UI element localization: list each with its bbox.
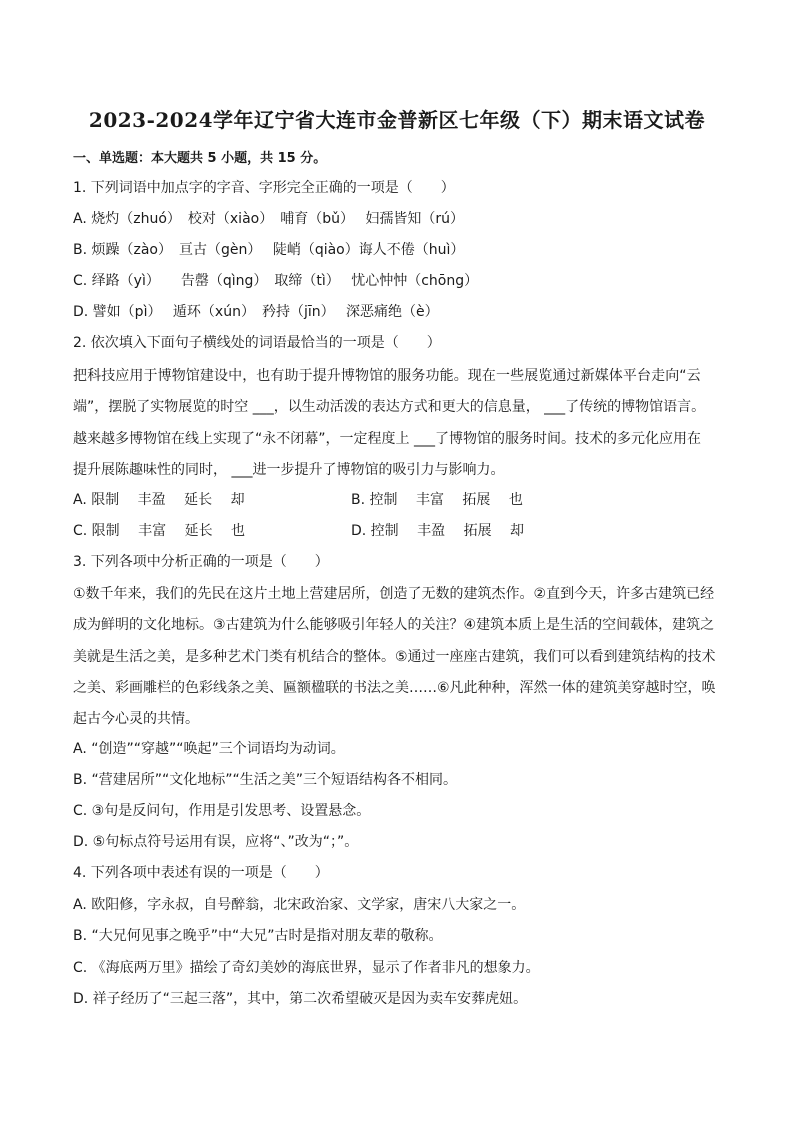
- question-4-option-b: B. “大兄何见事之晚乎”中“大兄”古时是指对朋友辈的敬称。: [73, 928, 443, 944]
- question-1-stem: 1. 下列词语中加点字的字音、字形完全正确的一项是（ ）: [73, 180, 455, 196]
- question-4-option-d: D. 祥子经历了“三起三落”，其中，第二次希望破灭是因为卖车安葬虎妞。: [73, 991, 528, 1007]
- question-3-passage-line: 成为鲜明的文化地标。③古建筑为什么能够吸引年轻人的关注？④建筑本质上是生活的空间载体，建筑之: [73, 617, 715, 633]
- question-1-option-d: D. 譬如（pì） 遁环（xún） 矜持（jīn） 深恶痛绝（è）: [73, 304, 439, 320]
- question-3-option-c: C. ③句是反问句，作用是引发思考、设置悬念。: [73, 803, 371, 819]
- question-3-passage-line: ①数千年来，我们的先民在这片土地上营建居所，创造了无数的建筑杰作。②直到今天，许多古建筑已经: [73, 586, 715, 602]
- question-2-option-c: C. 限制 丰富 延长 也: [73, 523, 246, 539]
- question-2-options-row-2: [73, 520, 524, 540]
- question-2-passage-line: 提升展陈趣味性的同时， ___进一步提升了博物馆的吸引力与影响力。: [73, 462, 505, 478]
- question-1-option-c: C. 绎路（yì） 告罄（qìng） 取缔（tì） 忧心忡忡（chōng）: [73, 273, 479, 289]
- question-2-stem: 2. 依次填入下面句子横线处的词语最恰当的一项是（ ）: [73, 335, 441, 351]
- question-2-option-d: D. 控制 丰盈 拓展 却: [351, 523, 525, 539]
- question-4-option-c: C. 《海底两万里》描绘了奇幻美妙的海底世界，显示了作者非凡的想象力。: [73, 960, 540, 976]
- question-3-passage-line: 之美、彩画雕栏的色彩线条之美、匾额楹联的书法之美……⑥凡此种种，浑然一体的建筑美穿越时空，唤: [73, 680, 716, 696]
- question-3-option-a: A. “创造”“穿越”“唤起”三个词语均为动词。: [73, 741, 345, 757]
- question-2-option-a: A. 限制 丰盈 延长 却: [73, 492, 245, 508]
- question-3-passage-line: 起古今心灵的共情。: [73, 711, 199, 727]
- question-3-option-d: D. ⑤句标点符号运用有误，应将“、”改为“；”。: [73, 834, 359, 850]
- section-heading: 一、单选题：本大题共 5 小题，共 15 分。: [73, 151, 327, 166]
- question-4-stem: 4. 下列各项中表述有误的一项是（ ）: [73, 865, 329, 881]
- question-3-option-b: B. “营建居所”“文化地标”“生活之美”三个短语结构各不相同。: [73, 772, 458, 788]
- question-1-option-b: B. 烦躁（zào） 亘古（gèn） 陡峭（qiào）诲人不倦（huì）: [73, 242, 465, 258]
- question-2-passage-line: 端”，摆脱了实物展览的时空 ___，以生动活泼的表达方式和更大的信息量， ___了传统的博物馆语言。: [73, 399, 706, 415]
- question-1-option-a: A. 烧灼（zhuó） 校对（xiào） 哺育（bǔ） 妇孺皆知（rú）: [73, 211, 465, 227]
- question-4-option-a: A. 欧阳修，字永叔，自号醉翁，北宋政治家、文学家，唐宋八大家之一。: [73, 897, 526, 913]
- exam-title: 2023-2024学年辽宁省大连市金普新区七年级（下）期末语文试卷: [88, 108, 706, 132]
- question-3-passage-line: 美就是生活之美，是多种艺术门类有机结合的整体。⑤通过一座座古建筑，我们可以看到建筑结构的技术: [73, 649, 716, 665]
- question-2-passage-line: 把科技应用于博物馆建设中，也有助于提升博物馆的服务功能。现在一些展览通过新媒体平台走向“云: [73, 368, 701, 384]
- question-2-options-row-1: [73, 489, 523, 509]
- question-3-stem: 3. 下列各项中分析正确的一项是（ ）: [73, 554, 329, 570]
- question-2-option-b: B. 控制 丰富 拓展 也: [351, 492, 523, 508]
- question-2-passage-line: 越来越多博物馆在线上实现了“永不闭幕”，一定程度上 ___了博物馆的服务时间。技术的多元化应用在: [73, 431, 701, 447]
